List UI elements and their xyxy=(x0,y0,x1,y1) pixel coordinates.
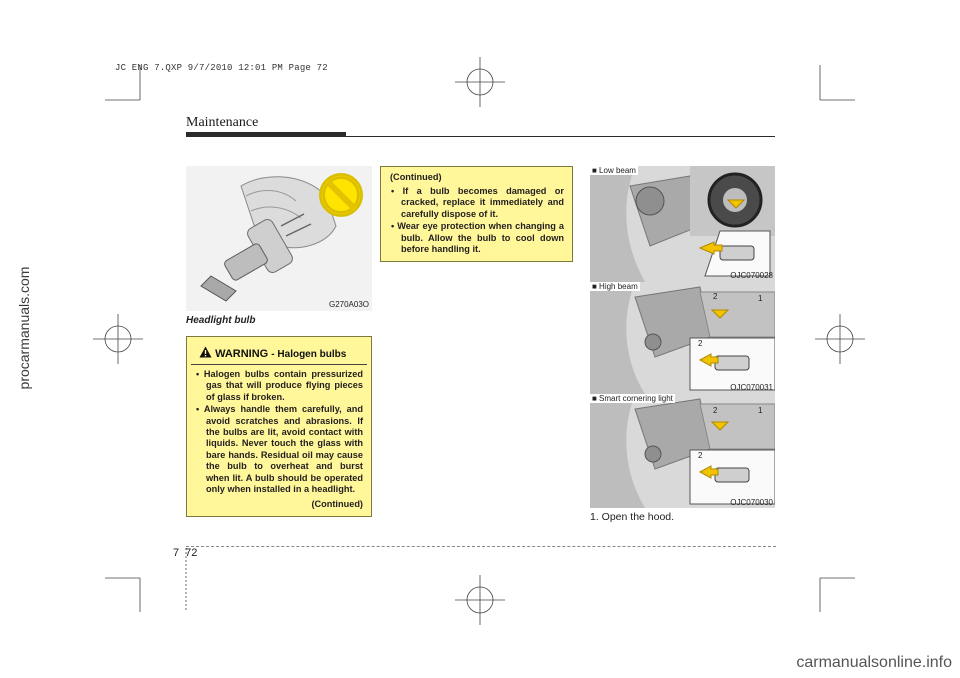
print-slug: JC ENG 7.QXP 9/7/2010 12:01 PM Page 72 xyxy=(115,63,328,73)
prohibition-icon xyxy=(318,172,364,218)
callout-number: 2 xyxy=(698,339,703,348)
engine-bay-illustration xyxy=(590,166,775,282)
warning-title: WARNING xyxy=(215,348,269,360)
headlight-bulb-figure xyxy=(186,166,372,311)
title-rule xyxy=(186,136,775,137)
figure-code: G270A03O xyxy=(328,300,369,309)
continued-label: (Continued) xyxy=(311,499,363,509)
figure-high-beam xyxy=(590,282,775,394)
figure-smart-cornering-light xyxy=(590,394,775,508)
page-rule xyxy=(186,546,776,547)
callout-number: 2 xyxy=(713,406,718,415)
page-number xyxy=(173,547,197,559)
list-item: • If a bulb becomes damaged or cracked, replace it immediately and carefully dispose of it. xyxy=(391,186,564,219)
warning-divider xyxy=(191,364,367,365)
figure-code: OJC070028 xyxy=(730,271,773,280)
continued-heading: (Continued) xyxy=(390,172,442,182)
list-item: • Halogen bulbs contain pressurized gas that will produce flying pieces of glass if broken. xyxy=(196,369,363,402)
figure-caption: Headlight bulb xyxy=(186,315,256,326)
page-index: 72 xyxy=(185,547,198,559)
engine-bay-illustration xyxy=(590,282,775,394)
figure-label-smart-cornering: ■ Smart cornering light xyxy=(592,394,673,403)
warning-box xyxy=(186,336,372,517)
figure-low-beam xyxy=(590,166,775,282)
section-title: Maintenance xyxy=(186,115,259,130)
chapter-number: 7 xyxy=(173,547,186,559)
step-open-hood: 1. Open the hood. xyxy=(590,511,675,523)
figure-label-low-beam: ■ Low beam xyxy=(592,166,636,175)
engine-bay-illustration xyxy=(590,394,775,508)
warning-triangle-icon xyxy=(199,346,212,358)
callout-number: 2 xyxy=(713,292,718,301)
callout-number: 1 xyxy=(758,294,763,303)
figure-code: OJC070030 xyxy=(730,498,773,507)
warning-list xyxy=(195,369,363,496)
continued-box xyxy=(380,166,573,262)
warning-heading xyxy=(199,346,346,360)
list-item: • Wear eye protection when changing a bulb. Allow the bulb to cool down before handling it. xyxy=(391,221,564,255)
figure-label-high-beam: ■ High beam xyxy=(592,282,638,291)
footer-watermark: carmanualsonline.info xyxy=(796,654,952,671)
sidebar-watermark: procarmanuals.com xyxy=(16,266,32,390)
continued-list xyxy=(390,186,564,256)
list-item: • Always handle them carefully, and avoid scratches and abrasions. If the bulbs are lit, avoid contact with liquids. Never touch the glass with bare hands. Residual oil may cause the bulb to overheat and burst when lit. A bulb should be operated only when installed in a headlight. xyxy=(196,404,363,495)
callout-number: 1 xyxy=(758,406,763,415)
warning-subtitle: - Halogen bulbs xyxy=(271,349,347,360)
figure-code: OJC070031 xyxy=(730,383,773,392)
callout-number: 2 xyxy=(698,451,703,460)
